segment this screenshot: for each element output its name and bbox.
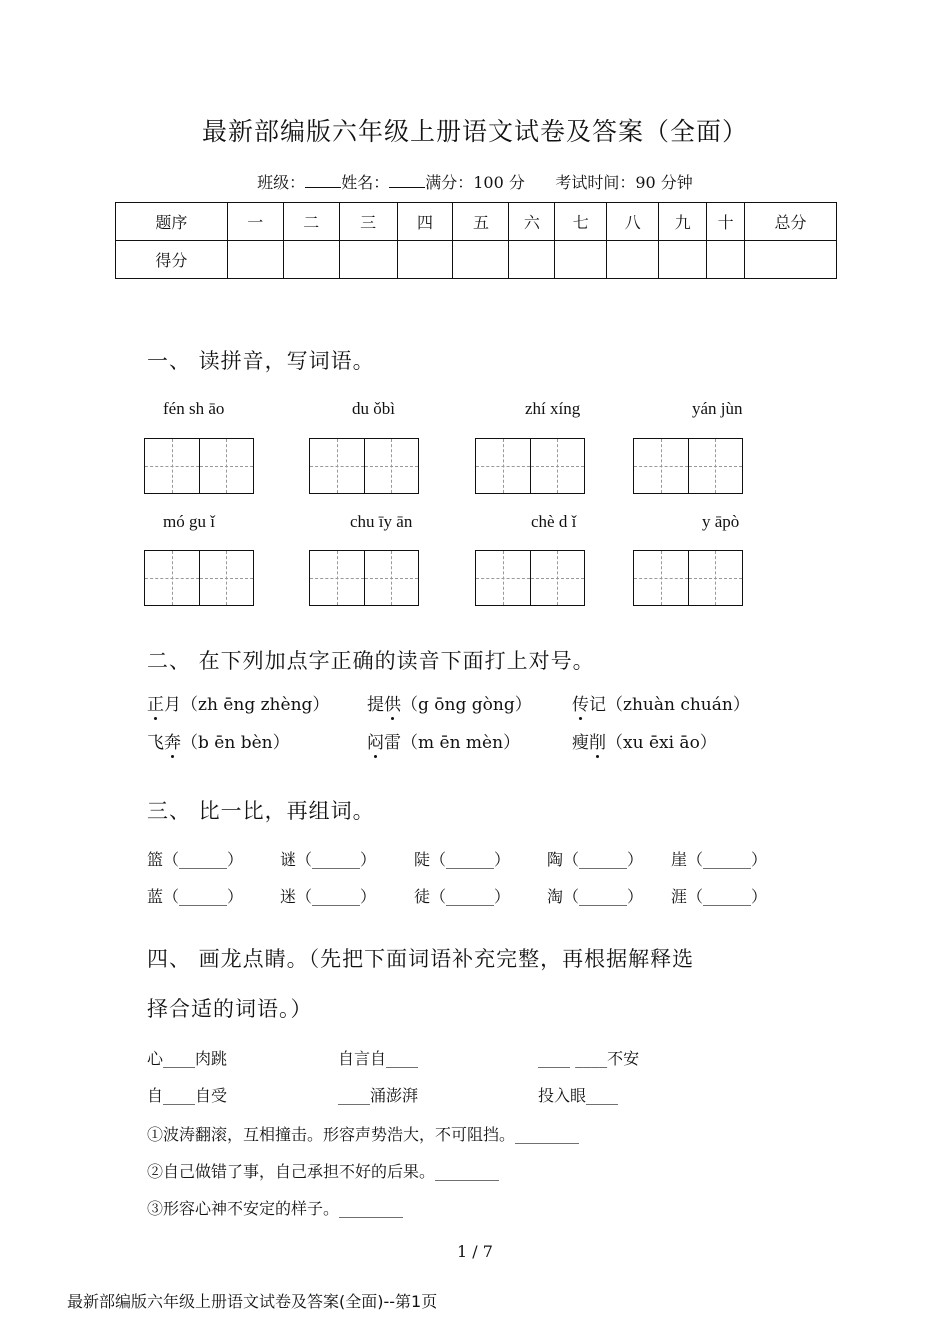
section1-heading: 一、 读拼音，写词语。 [147, 349, 375, 373]
exam-info [0, 170, 950, 193]
pinyin-options[interactable]: 月（zh ēng zhèng） [164, 695, 330, 715]
class-blank [305, 173, 341, 188]
page-footer: 最新部编版六年级上册语文试卷及答案(全面)--第1页 [67, 1292, 438, 1311]
word-blank[interactable]: 篮（______） [147, 850, 244, 869]
idiom-blank[interactable]: ____ ____不安 [538, 1049, 640, 1068]
score-cell [555, 241, 607, 279]
header-cell: 八 [607, 203, 659, 241]
char: 飞 [147, 733, 164, 753]
idiom-blank[interactable]: 心____肉跳 [147, 1049, 228, 1068]
page-number: 1 / 7 [457, 1242, 493, 1261]
pinyin-label: zhí xíng [525, 399, 581, 418]
pinyin-options[interactable]: 记（zhuàn chuán） [589, 695, 750, 715]
reading-item [147, 690, 329, 715]
header-cell: 五 [453, 203, 509, 241]
score-cell [339, 241, 397, 279]
writing-grid[interactable] [309, 438, 419, 494]
name-label: 姓名： [341, 173, 390, 192]
writing-grid[interactable] [633, 550, 743, 606]
pinyin-options[interactable]: 雷（m ēn mèn） [384, 733, 521, 753]
row-label: 得分 [116, 241, 228, 279]
score-cell [607, 241, 659, 279]
header-cell: 三 [339, 203, 397, 241]
pinyin-label: fén sh āo [163, 399, 225, 418]
writing-grid[interactable] [633, 438, 743, 494]
word-blank[interactable]: 谜（______） [280, 850, 377, 869]
header-cell: 四 [397, 203, 453, 241]
section4-heading-cont: 择合适的词语。） [147, 997, 313, 1021]
idiom-blank[interactable]: 自____自受 [147, 1086, 228, 1105]
word-blank[interactable]: 崖（______） [671, 850, 768, 869]
pinyin-label: chu īy ān [350, 512, 413, 531]
word-blank[interactable]: 蓝（______） [147, 887, 244, 906]
reading-item [367, 690, 532, 715]
header-cell: 九 [659, 203, 707, 241]
score-cell [453, 241, 509, 279]
class-label: 班级： [257, 173, 306, 192]
section2-heading: 二、 在下列加点字正确的读音下面打上对号。 [147, 649, 595, 673]
header-cell: 题序 [116, 203, 228, 241]
char: 瘦 [572, 733, 589, 753]
name-blank [389, 173, 425, 188]
score-cell [397, 241, 453, 279]
pinyin-options[interactable]: （g ōng gòng） [401, 695, 532, 715]
definition-question[interactable]: ②自己做错了事，自己承担不好的后果。________ [147, 1162, 500, 1181]
reading-item [367, 728, 520, 753]
dotted-char: 传 [572, 690, 589, 715]
header-cell: 十 [707, 203, 745, 241]
score-cell [707, 241, 745, 279]
word-blank[interactable]: 淘（______） [547, 887, 644, 906]
reading-item [572, 690, 750, 715]
word-blank[interactable]: 迷（______） [280, 887, 377, 906]
score-cell [745, 241, 837, 279]
score-cell [509, 241, 555, 279]
score-cell [283, 241, 339, 279]
header-cell: 总分 [745, 203, 837, 241]
idiom-blank[interactable]: ____涌澎湃 [338, 1086, 419, 1105]
word-blank[interactable]: 陡（______） [414, 850, 511, 869]
writing-grid[interactable] [144, 550, 254, 606]
reading-item [572, 728, 717, 753]
score-table-header [116, 203, 837, 241]
score-cell [227, 241, 283, 279]
header-cell: 七 [555, 203, 607, 241]
pinyin-options[interactable]: （b ēn bèn） [181, 733, 290, 753]
pinyin-label: du ǒbì [352, 399, 395, 418]
idiom-blank[interactable]: 自言自____ [338, 1049, 419, 1068]
exam-time: 考试时间：90 分钟 [555, 173, 693, 192]
char: 提 [367, 695, 384, 715]
header-cell: 二 [283, 203, 339, 241]
dotted-char: 奔 [164, 728, 181, 753]
definition-question[interactable]: ③形容心神不安定的样子。________ [147, 1199, 404, 1218]
dotted-char: 供 [384, 690, 401, 715]
pinyin-options[interactable]: （xu ēxi āo） [606, 733, 717, 753]
writing-grid[interactable] [144, 438, 254, 494]
header-cell: 六 [509, 203, 555, 241]
word-blank[interactable]: 陶（______） [547, 850, 644, 869]
writing-grid[interactable] [475, 550, 585, 606]
header-cell: 一 [227, 203, 283, 241]
dotted-char: 正 [147, 690, 164, 715]
section3-heading: 三、 比一比，再组词。 [147, 799, 375, 823]
pinyin-label: yán jùn [692, 399, 743, 418]
score-table-row [116, 241, 837, 279]
section4-heading: 四、 画龙点睛。（先把下面词语补充完整，再根据解释选 [147, 947, 695, 971]
score-cell [659, 241, 707, 279]
writing-grid[interactable] [475, 438, 585, 494]
pinyin-label: mó gu ǐ [163, 512, 215, 531]
dotted-char: 闷 [367, 728, 384, 753]
full-score: 满分：100 分 [425, 173, 525, 192]
word-blank[interactable]: 涯（______） [671, 887, 768, 906]
idiom-blank[interactable]: 投入眼____ [538, 1086, 619, 1105]
page-title: 最新部编版六年级上册语文试卷及答案（全面） [201, 117, 748, 146]
reading-item [147, 728, 290, 753]
dotted-char: 削 [589, 728, 606, 753]
pinyin-label: chè d ǐ [531, 512, 577, 531]
pinyin-label: y āpò [702, 512, 740, 531]
writing-grid[interactable] [309, 550, 419, 606]
definition-question[interactable]: ①波涛翻滚，互相撞击。形容声势浩大，不可阻挡。________ [147, 1125, 580, 1144]
word-blank[interactable]: 徒（______） [414, 887, 511, 906]
score-table [115, 202, 837, 279]
